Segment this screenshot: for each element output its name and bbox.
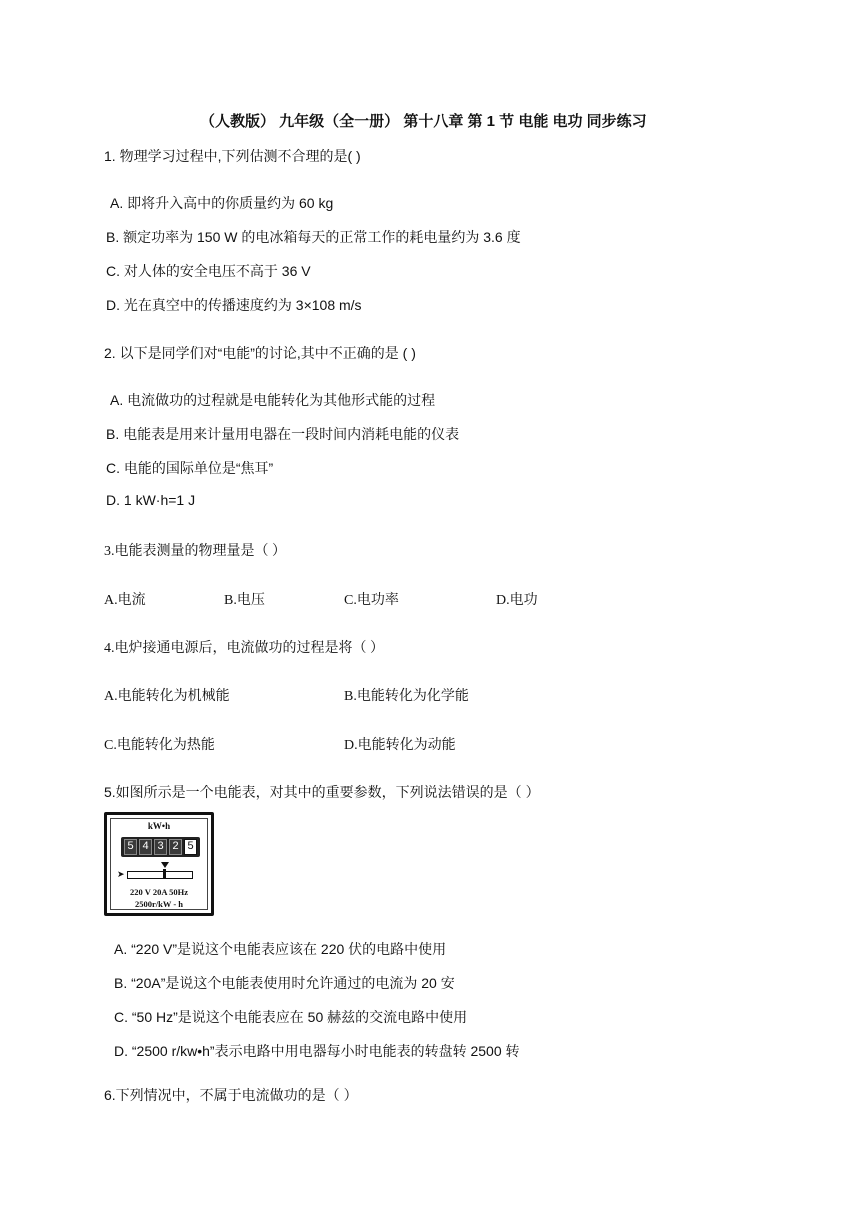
electric-meter-figure (104, 812, 214, 916)
question-6-stem: 6.下列情况中，不属于电流做功的是（ ） (104, 1087, 358, 1103)
question-2-option-d: D. 1 kW·h=1 J (106, 492, 196, 508)
question-3-option-a: A.电流 (104, 593, 146, 608)
question-5-option-a: A. “220 V”是说这个电能表应该在 220 伏的电路中使用 (114, 941, 447, 957)
meter-digit: 3 (154, 839, 167, 855)
question-5-option-d: D. “2500 r/kw•h”表示电路中用电器每小时电能表的转盘转 2500 转 (114, 1043, 520, 1059)
question-2-option-a: A. 电流做功的过程就是电能转化为其他形式能的过程 (110, 392, 436, 408)
pointer-triangle-icon (161, 862, 169, 868)
question-1-option-a: A. 即将升入高中的你质量约为 60 kg (110, 195, 334, 211)
meter-digit-display (121, 837, 200, 857)
question-1-option-d: D. 光在真空中的传播速度约为 3×108 m/s (106, 297, 362, 313)
meter-digit-decimal: 5 (184, 839, 197, 855)
meter-rotating-disc (117, 869, 201, 879)
question-5-option-c: C. “50 Hz”是说这个电能表应在 50 赫兹的交流电路中使用 (114, 1009, 468, 1025)
question-3-option-d: D.电功 (496, 593, 538, 608)
question-3-option-c: C.电功率 (344, 593, 399, 608)
meter-unit-label: kW•h (147, 821, 171, 831)
question-4-option-c: C.电能转化为热能 (104, 738, 215, 753)
question-1-option-c: C. 对人体的安全电压不高于 36 V (106, 263, 311, 279)
meter-spec-constant: 2500r/kW - h (134, 899, 184, 909)
question-1-option-b: B. 额定功率为 150 W 的电冰箱每天的正常工作的耗电量约为 3.6 度 (106, 229, 521, 245)
question-5-option-b: B. “20A”是说这个电能表使用时允许通过的电流为 20 安 (114, 975, 455, 991)
meter-digit: 2 (169, 839, 182, 855)
meter-spec-rating: 220 V 20A 50Hz (129, 887, 188, 897)
meter-digit: 5 (124, 839, 137, 855)
page-title: （人教版） 九年级（全一册） 第十八章 第 1 节 电能 电功 同步练习 (200, 113, 647, 130)
question-4-stem: 4.电炉接通电源后，电流做功的过程是将（ ） (104, 641, 384, 656)
meter-panel (110, 818, 208, 910)
question-2-option-c: C. 电能的国际单位是“焦耳” (106, 460, 274, 476)
meter-disc-mark (163, 869, 166, 879)
question-3-stem: 3.电能表测量的物理量是（ ） (104, 544, 286, 559)
question-1-stem: 1. 物理学习过程中,下列估测不合理的是( ) (104, 148, 361, 164)
arrow-right-icon: ➤ (117, 869, 125, 879)
question-4-option-b: B.电能转化为化学能 (344, 689, 469, 704)
question-2-stem: 2. 以下是同学们对“电能”的讨论,其中不正确的是 ( ) (104, 345, 416, 361)
question-4-option-a: A.电能转化为机械能 (104, 689, 230, 704)
question-5-stem: 5.如图所示是一个电能表，对其中的重要参数，下列说法错误的是（ ） (104, 784, 540, 800)
meter-digit: 4 (139, 839, 152, 855)
question-4-option-d: D.电能转化为动能 (344, 738, 456, 753)
question-2-option-b: B. 电能表是用来计量用电器在一段时间内消耗电能的仪表 (106, 426, 460, 442)
question-3-option-b: B.电压 (224, 593, 265, 608)
meter-disc-window (127, 871, 193, 879)
